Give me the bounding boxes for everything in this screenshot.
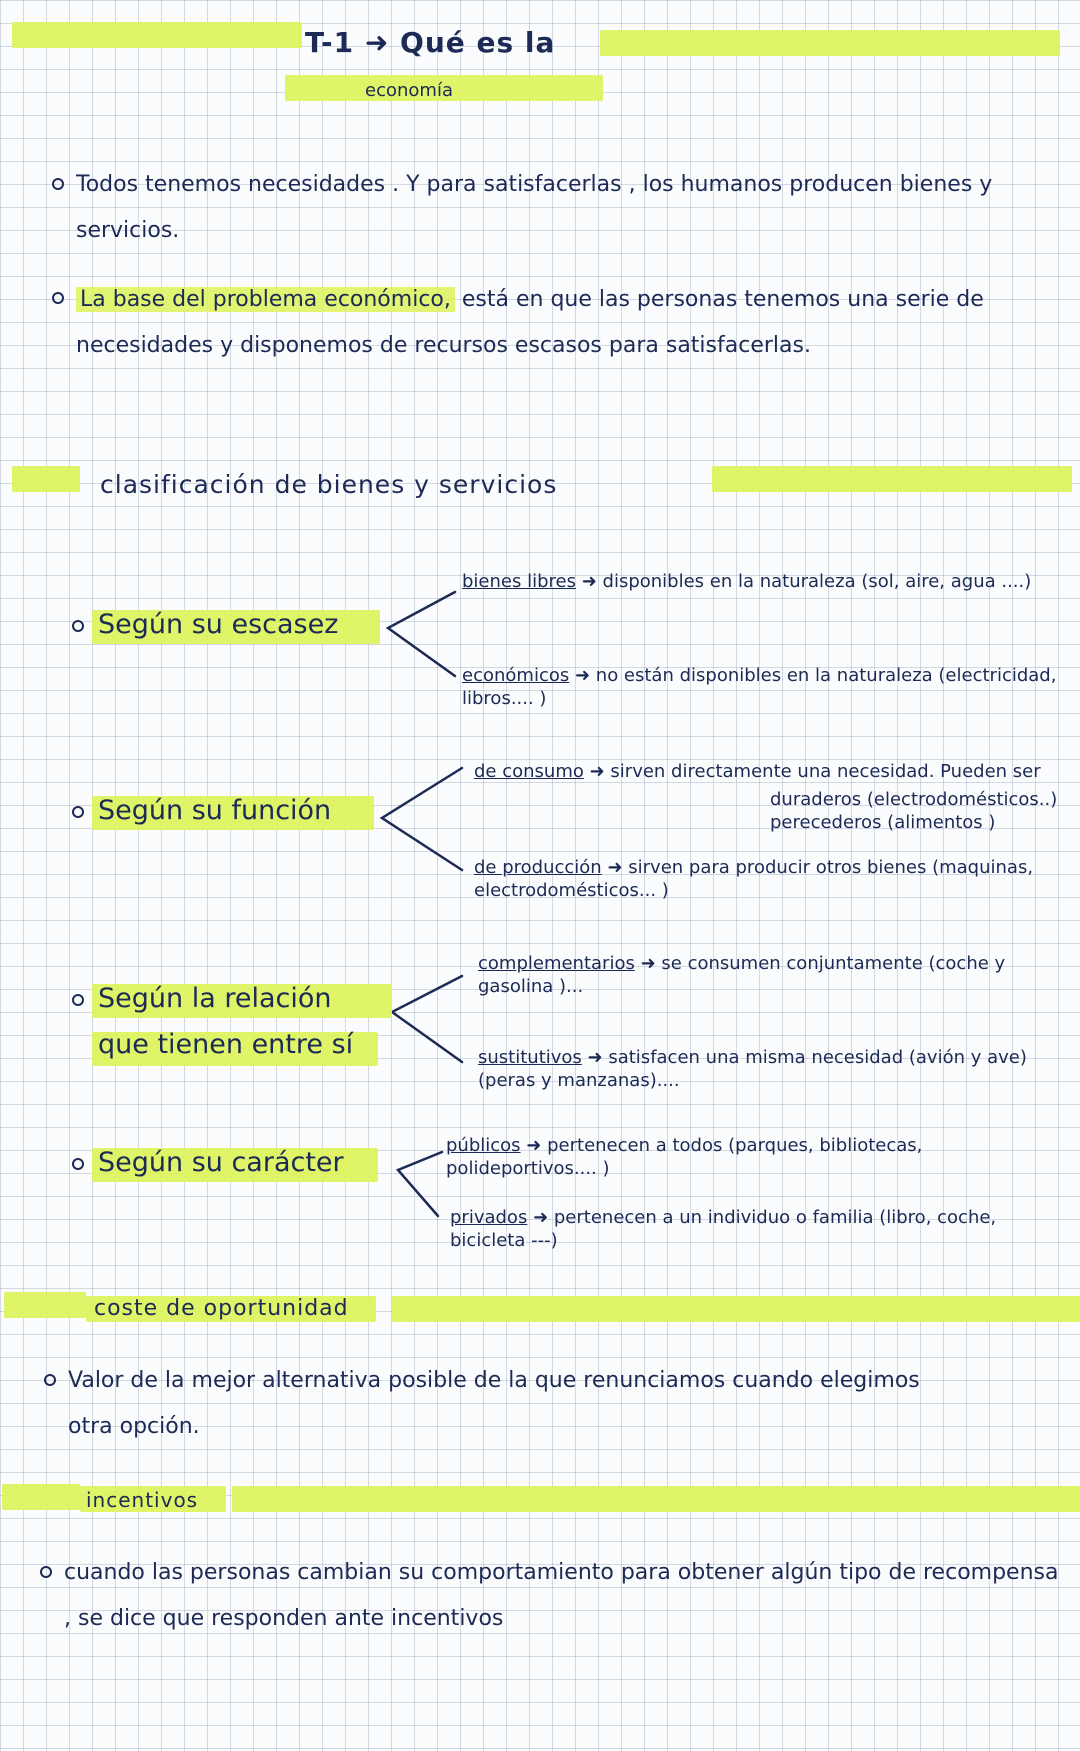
- subtype-perecederos: perecederos (alimentos ): [770, 812, 996, 833]
- branch-term: complementarios: [478, 953, 635, 974]
- arrow-icon: ➜: [607, 857, 629, 878]
- branch-desc: se consumen conjuntamente (coche y gasolina )...: [478, 953, 1006, 997]
- arrow-icon: ➜: [589, 761, 611, 782]
- branch-desc: satisfacen una misma necesidad (avión y ave) (peras y manzanas)....: [478, 1047, 1027, 1091]
- criterion-relacion: [98, 976, 353, 1068]
- branch-desc: pertenecen a un individuo o familia (libro, coche, bicicleta ---): [450, 1207, 997, 1251]
- bullet-icon: [72, 994, 84, 1006]
- opportunity-heading: coste de oportunidad: [94, 1296, 349, 1321]
- branch-desc: disponibles en la naturaleza (sol, aire, agua ....): [602, 571, 1032, 592]
- branch-publicos: [446, 1134, 1046, 1180]
- arrow-icon: ➜: [640, 953, 662, 974]
- branch-term: privados: [450, 1207, 528, 1228]
- bullet-icon: [72, 620, 84, 632]
- criterion-caracter: Según su carácter: [98, 1147, 344, 1178]
- opportunity-heading-highlight-right: [392, 1296, 1080, 1322]
- intro-paragraph-1: Todos tenemos necesidades . Y para satisfacerlas , los humanos producen bienes y servicios.: [76, 172, 993, 243]
- page-subtitle: economía: [365, 80, 453, 101]
- branch-desc: sirven directamente una necesidad. Pueden ser: [610, 761, 1041, 782]
- criterion-escasez: Según su escasez: [98, 609, 339, 640]
- branch-complementarios: [478, 952, 1068, 998]
- branch-economicos: [462, 664, 1062, 710]
- branch-term: sustitutivos: [478, 1047, 582, 1068]
- branch-desc: pertenecen a todos (parques, bibliotecas, polideportivos.... ): [446, 1135, 923, 1179]
- bullet-icon: [72, 1158, 84, 1170]
- opportunity-heading-highlight-left: [4, 1292, 86, 1318]
- incentives-text: cuando las personas cambian su comportamiento para obtener algún tipo de recompensa , se dice que responden ante incentivos: [64, 1560, 1059, 1631]
- branch-produccion: [474, 856, 1054, 902]
- incentives-heading-highlight-right: [232, 1486, 1080, 1512]
- intro-highlight: La base del problema económico,: [76, 287, 455, 312]
- arrow-icon: ➜: [574, 665, 596, 686]
- criterion-funcion: Según su función: [98, 795, 332, 826]
- criterion-relacion-line2: que tienen entre sí: [98, 1029, 354, 1060]
- bullet-icon: [44, 1374, 56, 1386]
- branch-privados: [450, 1206, 1040, 1252]
- bullet-icon: [40, 1566, 52, 1578]
- branch-term: económicos: [462, 665, 570, 686]
- opportunity-text: Valor de la mejor alternativa posible de la que renunciamos cuando elegimos otra opción.: [68, 1368, 920, 1439]
- page-title: T-1 ➜ Qué es la: [305, 26, 556, 59]
- branch-consumo: [474, 760, 1074, 783]
- incentives-heading-highlight-left: [2, 1484, 80, 1510]
- branch-term: públicos: [446, 1135, 521, 1156]
- branch-desc: no están disponibles en la naturaleza (electricidad, libros.... ): [462, 665, 1057, 709]
- branch-libres: [462, 570, 1062, 593]
- arrow-icon: ➜: [526, 1135, 548, 1156]
- arrow-icon: ➜: [581, 571, 603, 592]
- criterion-relacion-line1: Según la relación: [98, 983, 332, 1014]
- branch-term: de consumo: [474, 761, 584, 782]
- consumo-subtypes: [770, 788, 1070, 834]
- arrow-icon: ➜: [533, 1207, 554, 1228]
- branch-term: bienes libres: [462, 571, 576, 592]
- intro-paragraph-2-rest: está en que las personas tenemos una serie de necesidades y disponemos de recursos escasos para satisfacerlas.: [76, 287, 984, 358]
- bullet-icon: [72, 806, 84, 818]
- arrow-icon: ➜: [587, 1047, 609, 1068]
- branch-term: de producción: [474, 857, 602, 878]
- branch-desc: sirven para producir otros bienes (maquinas, electrodomésticos... ): [474, 857, 1034, 901]
- subtype-duraderos: duraderos (electrodomésticos..): [770, 789, 1058, 810]
- incentives-heading: incentivos: [86, 1488, 199, 1512]
- branch-sustitutivos: [478, 1046, 1068, 1092]
- classification-heading: clasificación de bienes y servicios: [100, 470, 558, 499]
